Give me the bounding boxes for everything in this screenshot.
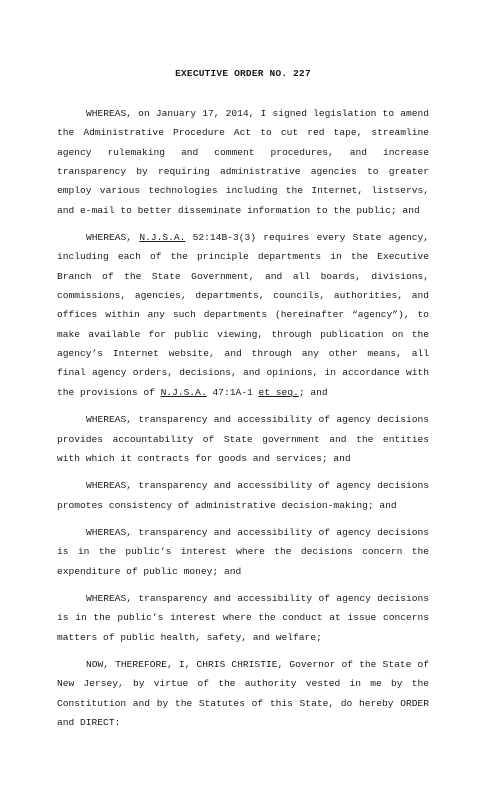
paragraph-whereas-6: WHEREAS, transparency and accessibility of agency decisions is in the public’s interest where the conduct at issue concerns matters of public health, safety, and welfare; — [57, 592, 429, 643]
document-title: EXECUTIVE ORDER NO. 227 — [175, 68, 311, 79]
paragraph-text: 47:1A-1 — [206, 386, 259, 398]
paragraph-whereas-4: WHEREAS, transparency and accessibility of agency decisions promotes consistency of administrative decision-making; and — [57, 480, 429, 511]
paragraph-whereas-5: WHEREAS, transparency and accessibility of agency decisions is in the public’s interest where the decisions concern the expenditure of public money; and — [57, 526, 429, 577]
paragraph-whereas-3: WHEREAS, transparency and accessibility of agency decisions provides accountability of State government and the entities with which it contracts for goods and services; and — [57, 414, 429, 464]
paragraph-text: ; and — [298, 386, 328, 398]
paragraph-text: 52:14B-3(3) requires every State agency, including each of the principle departments in the Executive Branch of the State Government, and all boards, divisions, commissions, agencies, departments, councils, authorities, and offices within any such departments (hereinafter “agency”), to make available for public viewing, through publication on the agency’s Internet website, and through any other means, all final agency orders, decisions, and opinions, in accordance with the provisions of — [57, 232, 429, 398]
paragraph-whereas-1: WHEREAS, on January 17, 2014, I signed legislation to amend the Administrative Procedure Act to cut red tape, streamline agency rulemaking and comment procedures, and increase transparency by requiring administrative agencies to greater employ various technologies including the Internet, listservs, and e-mail to better disseminate information to the public; and — [57, 108, 429, 216]
citation-njsa: N.J.S.A. — [139, 232, 186, 244]
paragraph-now-therefore: NOW, THEREFORE, I, CHRIS CHRISTIE, Governor of the State of New Jersey, by virtue of the authority vested in me by the Constitution and by the Statutes of this State, do hereby ORDER and DIRECT: — [57, 658, 429, 728]
document-body — [57, 104, 429, 740]
citation-njsa: N.J.S.A. — [160, 386, 207, 398]
paragraph-whereas-2 — [57, 228, 429, 402]
paragraph-text: WHEREAS, — [86, 232, 140, 244]
citation-et-seq: et seq. — [258, 386, 299, 398]
